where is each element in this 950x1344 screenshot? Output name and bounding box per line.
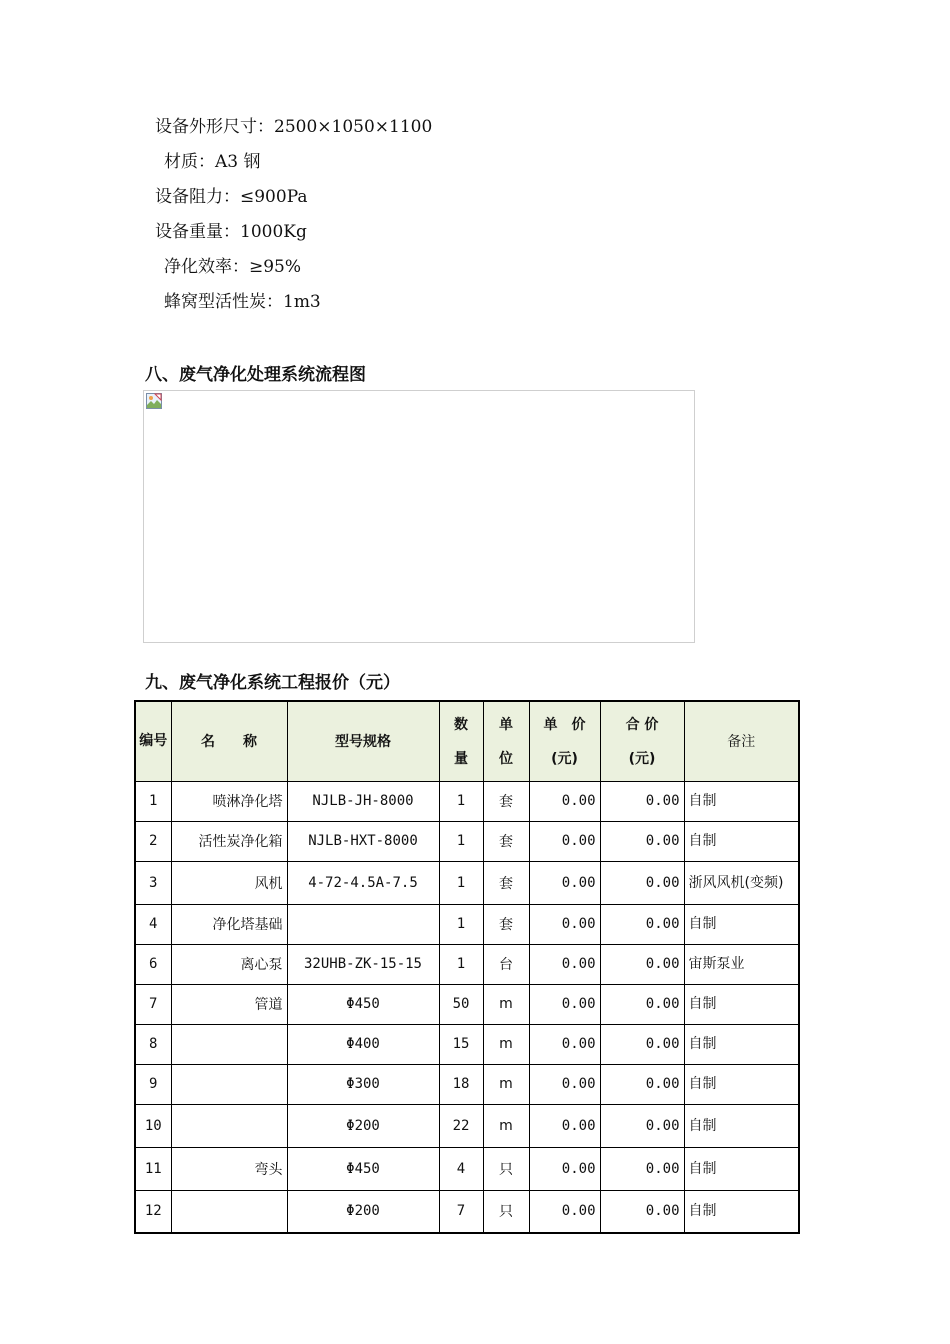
row-name: 管道 [171, 984, 287, 1024]
row-remark: 自制 [684, 1104, 799, 1147]
quote-table [134, 700, 800, 1234]
header-price [529, 701, 600, 781]
row-model: NJLB-HXT-8000 [287, 821, 439, 861]
row-no: 1 [135, 781, 171, 821]
header-price-top: 单 价 [543, 717, 586, 734]
header-model: 型号规格 [287, 701, 439, 781]
row-model: Φ450 [287, 984, 439, 1024]
row-unit: 台 [483, 944, 529, 984]
spec-dimensions: 设备外形尺寸：2500×1050×1100 [155, 117, 433, 137]
flowchart-image-placeholder [143, 390, 695, 643]
header-qty-top: 数 [454, 717, 468, 734]
table-header-row [135, 701, 799, 781]
row-name [171, 1024, 287, 1064]
row-qty: 1 [439, 904, 483, 944]
row-no: 12 [135, 1190, 171, 1233]
row-total: 0.00 [600, 984, 684, 1024]
section8-title: 八、废气净化处理系统流程图 [145, 365, 366, 385]
spec-carbon: 蜂窝型活性炭：1m3 [164, 292, 321, 312]
header-name: 名 称 [171, 701, 287, 781]
section9-title: 九、废气净化系统工程报价（元） [145, 673, 400, 693]
row-unit: 套 [483, 861, 529, 904]
row-qty: 1 [439, 781, 483, 821]
row-name: 离心泵 [171, 944, 287, 984]
header-total-top: 合 价 [625, 717, 659, 734]
row-no: 2 [135, 821, 171, 861]
row-no: 11 [135, 1147, 171, 1190]
table-row [135, 984, 799, 1024]
header-unit [483, 701, 529, 781]
row-qty: 1 [439, 861, 483, 904]
row-no: 7 [135, 984, 171, 1024]
row-name: 净化塔基础 [171, 904, 287, 944]
row-unit: 套 [483, 781, 529, 821]
row-unit: 套 [483, 821, 529, 861]
row-no: 8 [135, 1024, 171, 1064]
spec-weight: 设备重量：1000Kg [155, 222, 307, 242]
header-total-bottom: (元) [628, 751, 656, 768]
row-name: 喷淋净化塔 [171, 781, 287, 821]
row-price: 0.00 [529, 1064, 600, 1104]
row-model: 32UHB-ZK-15-15 [287, 944, 439, 984]
row-total: 0.00 [600, 1024, 684, 1064]
header-unit-bottom: 位 [499, 751, 513, 768]
spec-material: 材质：A3 钢 [164, 152, 261, 172]
row-remark: 自制 [684, 1147, 799, 1190]
row-qty: 22 [439, 1104, 483, 1147]
row-qty: 18 [439, 1064, 483, 1104]
header-no: 编号 [135, 701, 171, 781]
row-unit: m [483, 984, 529, 1024]
row-no: 3 [135, 861, 171, 904]
row-remark: 自制 [684, 1024, 799, 1064]
row-unit: 套 [483, 904, 529, 944]
row-unit: 只 [483, 1147, 529, 1190]
table-row [135, 1104, 799, 1147]
row-price: 0.00 [529, 821, 600, 861]
row-price: 0.00 [529, 944, 600, 984]
spec-efficiency: 净化效率：≥95% [164, 257, 302, 277]
table-row [135, 1147, 799, 1190]
row-model [287, 904, 439, 944]
table-row [135, 821, 799, 861]
row-total: 0.00 [600, 1147, 684, 1190]
table-row [135, 781, 799, 821]
table-row [135, 944, 799, 984]
row-remark: 浙风风机(变频) [684, 861, 799, 904]
row-total: 0.00 [600, 861, 684, 904]
row-price: 0.00 [529, 1147, 600, 1190]
row-qty: 7 [439, 1190, 483, 1233]
row-unit: m [483, 1024, 529, 1064]
row-total: 0.00 [600, 1190, 684, 1233]
row-model: NJLB-JH-8000 [287, 781, 439, 821]
header-qty [439, 701, 483, 781]
header-price-bottom: (元) [551, 751, 578, 768]
row-no: 4 [135, 904, 171, 944]
row-price: 0.00 [529, 984, 600, 1024]
row-remark: 自制 [684, 781, 799, 821]
row-name: 风机 [171, 861, 287, 904]
table-row [135, 861, 799, 904]
row-price: 0.00 [529, 1104, 600, 1147]
row-price: 0.00 [529, 861, 600, 904]
row-model: 4-72-4.5A-7.5 [287, 861, 439, 904]
header-total [600, 701, 684, 781]
row-model: Φ300 [287, 1064, 439, 1104]
row-remark: 宙斯泵业 [684, 944, 799, 984]
row-price: 0.00 [529, 1024, 600, 1064]
row-qty: 4 [439, 1147, 483, 1190]
row-total: 0.00 [600, 1104, 684, 1147]
row-unit: 只 [483, 1190, 529, 1233]
row-qty: 1 [439, 944, 483, 984]
row-no: 10 [135, 1104, 171, 1147]
row-no: 9 [135, 1064, 171, 1104]
row-qty: 15 [439, 1024, 483, 1064]
broken-image-icon [146, 393, 162, 409]
row-remark: 自制 [684, 1190, 799, 1233]
row-total: 0.00 [600, 821, 684, 861]
table-row [135, 1190, 799, 1233]
row-name: 弯头 [171, 1147, 287, 1190]
row-total: 0.00 [600, 904, 684, 944]
table-row [135, 904, 799, 944]
row-no: 6 [135, 944, 171, 984]
row-model: Φ450 [287, 1147, 439, 1190]
header-remark: 备注 [684, 701, 799, 781]
table-row [135, 1064, 799, 1104]
header-unit-top: 单 [499, 717, 513, 734]
row-unit: m [483, 1104, 529, 1147]
row-qty: 50 [439, 984, 483, 1024]
row-model: Φ200 [287, 1190, 439, 1233]
row-remark: 自制 [684, 904, 799, 944]
row-total: 0.00 [600, 944, 684, 984]
row-name [171, 1104, 287, 1147]
row-price: 0.00 [529, 1190, 600, 1233]
row-remark: 自制 [684, 1064, 799, 1104]
row-qty: 1 [439, 821, 483, 861]
row-remark: 自制 [684, 821, 799, 861]
row-price: 0.00 [529, 904, 600, 944]
row-total: 0.00 [600, 781, 684, 821]
row-name: 活性炭净化箱 [171, 821, 287, 861]
row-model: Φ400 [287, 1024, 439, 1064]
spec-resistance: 设备阻力：≤900Pa [155, 187, 308, 207]
row-model: Φ200 [287, 1104, 439, 1147]
table-row [135, 1024, 799, 1064]
table-body [135, 781, 799, 1233]
row-name [171, 1190, 287, 1233]
row-price: 0.00 [529, 781, 600, 821]
row-total: 0.00 [600, 1064, 684, 1104]
row-unit: m [483, 1064, 529, 1104]
row-name [171, 1064, 287, 1104]
row-remark: 自制 [684, 984, 799, 1024]
header-qty-bottom: 量 [454, 751, 468, 768]
